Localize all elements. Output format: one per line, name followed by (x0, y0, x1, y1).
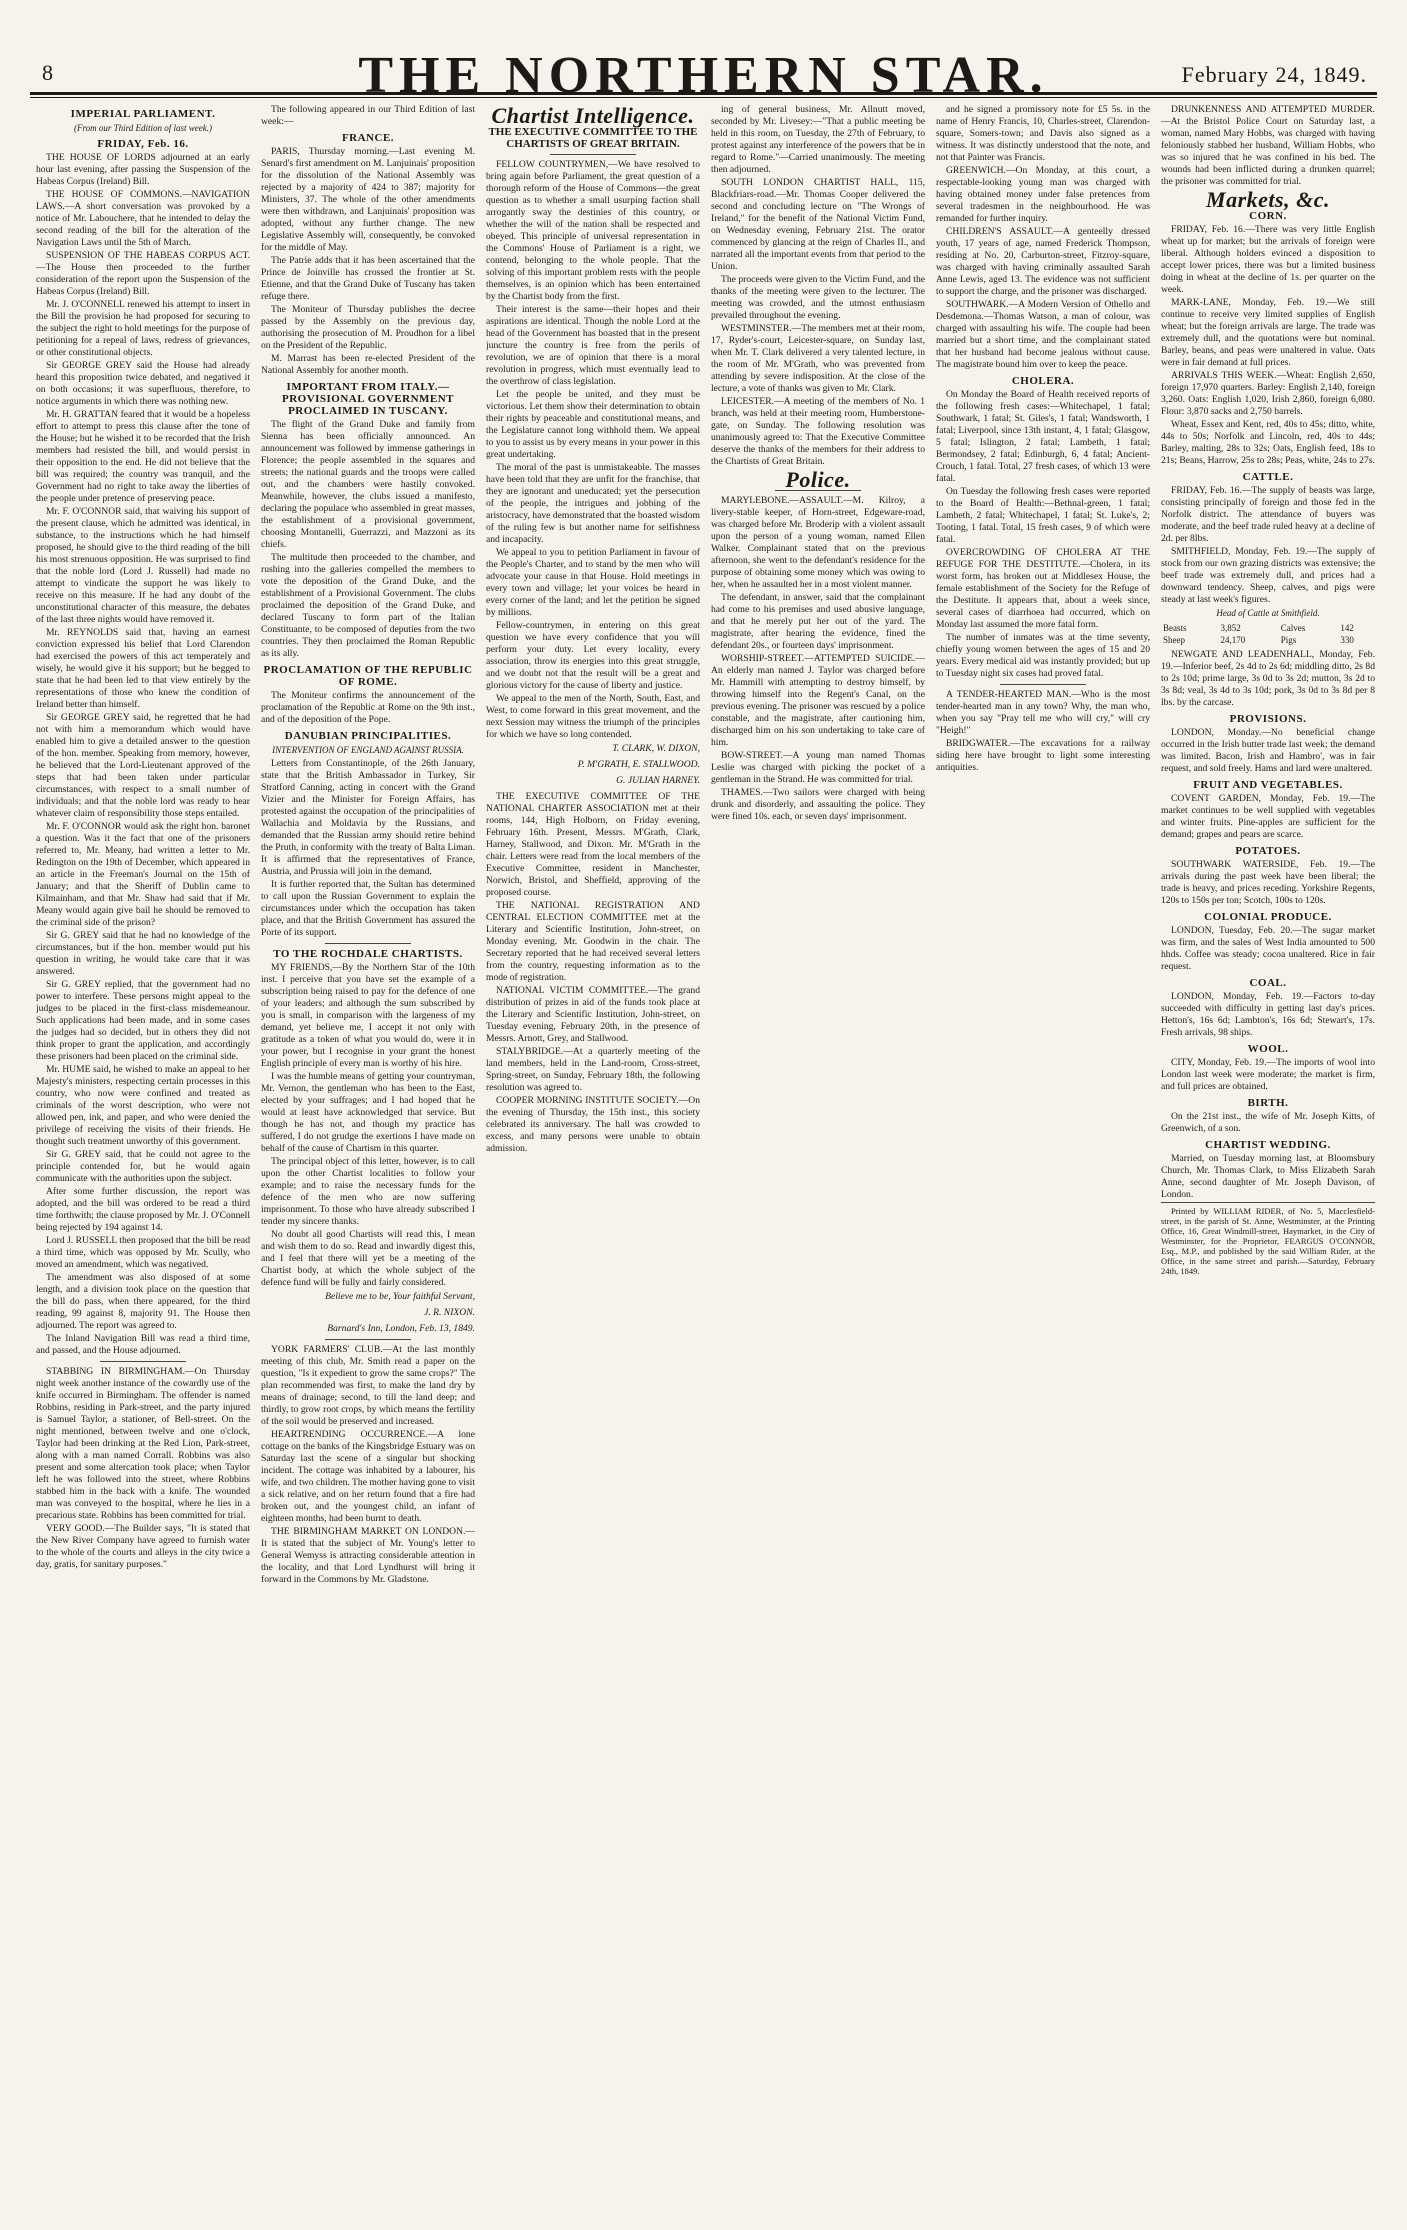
cattle-count-table (1161, 622, 1375, 646)
paragraph: ing of general business, Mr. Allnutt moved, seconded by Mr. Livesey:—"That a public meeting be held in this room, on Tuesday, the 27th of February, to protest against any interference of the powers that be in regard to Rome."—Carried unanimously. The meeting then adjourned. (711, 104, 925, 175)
paragraph: FRIDAY, Feb. 16.—There was very little English wheat up for market; but the arrivals of foreign were liberal. Although holders evinced a disposition to accept lower prices, there was but a limited business doing in wheat at the decline of 1s. per quarter on the week. (1161, 224, 1375, 295)
section-subheading: INTERVENTION OF ENGLAND AGAINST RUSSIA. (272, 745, 464, 755)
divider (325, 943, 411, 944)
columns (36, 104, 1375, 2184)
paragraph: On Tuesday the following fresh cases were reported to the Board of Health:—Bethnal-green, 1 fatal; Lambeth, 2 fatal; Whitechapel, 1 fatal; St. Luke's, 2; Tooting, 1 fatal. Total, 15 fresh cases, 9 of which were fatal. (936, 486, 1150, 545)
paragraph: YORK FARMERS' CLUB.—At the last monthly meeting of this club, Mr. Smith read a paper on the question, "Is it expedient to grow the same crops?" The plan recommended was first, to make the land dry by means of drainage; second, to till the land deep; and thirdly, to grow root crops, by which means the fertility of the soil would be preserved and increased. (261, 1344, 475, 1427)
paragraph: WESTMINSTER.—The members met at their room, 17, Ryder's-court, Leicester-square, on Sunday last, when Mr. T. Clark delivered a very talented lecture, in the room of Mr. M'Grath, who was prevented from attending by severe indisposition. At the close of the lecture, a vote of thanks was given to Mr. Clark. (711, 323, 925, 394)
column-4 (711, 104, 925, 2184)
paragraph: Mr. H. GRATTAN feared that it would be a hopeless effort to attempt to press this clause after the tone of the House; but he wished it to be recorded that the Irish members had resisted the bill, and would persist in their opposition to the end. He did not believe that the bill was required; the country was tranquil, and the Government had no right to take away the liberties of the people under pretence of preserving peace. (36, 409, 250, 504)
paragraph: NEWGATE AND LEADENHALL, Monday, Feb. 19.—Inferior beef, 2s 4d to 2s 6d; middling ditto, 2s 8d to 2s 10d; prime large, 3s 0d to 3s 2d; mutton, 3s 2d to 3s 8d; veal, 3s 4d to 3s 10d; pork, 3s 0d to 3s 8d per 8 lbs. by the carcase. (1161, 649, 1375, 708)
paragraph: THE HOUSE OF COMMONS.—NAVIGATION LAWS.—A short conversation was provoked by a notice of Mr. Labouchere, that he intended to delay the second reading of the bill for the alteration of the Navigation Laws until the 5th of March. (36, 189, 250, 248)
column-5 (936, 104, 1150, 2184)
paragraph: HEARTRENDING OCCURRENCE.—A lone cottage on the banks of the Kingsbridge Estuary was on Saturday last the scene of a singular but shocking incident. The cottage was inhabited by a labourer, his wife, and two children. The mother having gone to visit a sick relative, and on her return found that a fire had broken out, and the youngest child, an infant of eighteen months, had been burnt to death. (261, 1429, 475, 1524)
paragraph: Sir G. GREY said that he had no knowledge of the circumstances, but if the hon. member would put his question in writing, he would take care that it was answered. (36, 930, 250, 977)
table-cell: 142 (1340, 623, 1354, 633)
paragraph: Sir G. GREY said, that he could not agree to the principle contended for, but he would again communicate with the authorities upon the subject. (36, 1149, 250, 1184)
paragraph: WORSHIP-STREET.—ATTEMPTED SUICIDE.—An elderly man named J. Taylor was charged before Mr. Hammill with attempting to destroy himself, by throwing himself into the Regent's Canal, on the previous evening. The prisoner was rescued by a police constable, and the magistrate, after cautioning him, discharged him on his son undertaking to take care of him. (711, 653, 925, 748)
paragraph: We appeal to you to petition Parliament in favour of the People's Charter, and to stand by the men who will advocate your cause in that House. Hold meetings in every town and village; let your voices be heard in every corner of the land; and let the petition be signed by millions. (486, 547, 700, 618)
table-row (1161, 634, 1375, 646)
paragraph: NATIONAL VICTIM COMMITTEE.—The grand distribution of prizes in aid of the funds took place at the Literary and Scientific Institution, John-street, on Tuesday evening, February 20th, in the presence of Messrs. Arnott, Grey, and Stallwood. (486, 985, 700, 1044)
paragraph: The amendment was also disposed of at some length, and a division took place on the question that the bill do pass, when there appeared, for the third reading, 99 against 8, majority 91. The House then adjourned. The report was agreed to. (36, 1272, 250, 1331)
table-cell: Sheep (1163, 635, 1185, 645)
paragraph: Lord J. RUSSELL then proposed that the bill be read a third time, which was opposed by Mr. Scully, who moved an amendment, which was negatived. (36, 1235, 250, 1270)
paragraph: and he signed a promissory note for £5 5s. in the name of Henry Francis, 10, Charles-street, Clarendon-square, Somers-town; and Davis also signed as a witness. It was distinctly understood that the note, and not that Painter was Francis. (936, 104, 1150, 163)
paragraph: The defendant, in answer, said that the complainant had come to his premises and used abusive language, and that he merely put her out of the yard. The magistrate, after hearing the evidence, fined the defendant 20s., or fourteen days' imprisonment. (711, 592, 925, 651)
paragraph: SOUTH LONDON CHARTIST HALL, 115, Blackfriars-road.—Mr. Thomas Cooper delivered the second and concluding lecture on "The Wrongs of Ireland," for the benefit of the National Victim Fund, on Wednesday evening, February 21st. The orator commenced by glancing at the reign of Charles II., and narrated all the important events from that period to the Union. (711, 177, 925, 272)
divider (325, 1339, 411, 1340)
paragraph: The Inland Navigation Bill was read a third time, and passed, and the House adjourned. (36, 1333, 250, 1356)
paragraph: A TENDER-HEARTED MAN.—Who is the most tender-hearted man in any town? Why, the man who, when you say "Pray tell me who will cry," will cry "Heigh!" (936, 689, 1150, 736)
masthead (30, 28, 1377, 104)
column-1 (36, 104, 250, 2184)
section-subtitle: (From our Third Edition of last week.) (73, 123, 213, 133)
paragraph: Let the people be united, and they must be victorious. Let them show their determination to obtain their rights by peaceable and constitutional means, and the Legislature cannot long withhold them. We appeal to you to assist us by every means in your power in this great undertaking. (486, 389, 700, 460)
paragraph: Letters from Constantinople, of the 26th January, state that the British Ambassador in Turkey, Sir Stratford Canning, acting in concert with the Grand Vizier and the Minister for Foreign Affairs, has protested against the occupation of the principalities of Wallachia and Moldavia by the Russians, and demanded that the Russian army should retire behind the Pruth, in conformity with the treaty of Balta Liman. It is affirmed that the representatives of France, Austria, and Prussia will join in the demand. (261, 758, 475, 877)
signature-place: Barnard's Inn, London, Feb. 13, 1849. (327, 1323, 475, 1334)
paragraph: Sir GEORGE GREY said the House had already heard this proposition twice debated, and negatived it on both occasions; it was superfluous, therefore, to notice arguments in which there was nothing new. (36, 360, 250, 407)
paragraph: The number of inmates was at the time seventy, chiefly young women between the ages of 15 and 20 years. Every medical aid was instantly provided; but up to Tuesday night six cases had proved fatal. (936, 632, 1150, 679)
section-heading: TO THE ROCHDALE CHARTISTS. (273, 948, 463, 960)
paragraph: LEICESTER.—A meeting of the members of No. 1 branch, was held at their meeting room, Humberstone-gate, on Sunday. The following resolution was unanimously agreed to: That the Executive Committee deserve the thanks of the members for their address to the Chartists of Great Britain. (711, 396, 925, 467)
section-heading: PROCLAMATION OF THE REPUBLIC OF ROME. (263, 664, 473, 688)
paragraph: MARK-LANE, Monday, Feb. 19.—We still continue to receive very limited supplies of English wheat; but the foreign arrivals are large. The trade was extremely dull, and the quotations were but nominal. Barley, beans, and peas were unaltered in value. Oats were in fair demand at full prices. (1161, 297, 1375, 368)
section-heading: WOOL. (1247, 1043, 1289, 1055)
paragraph: GREENWICH.—On Monday, at this court, a respectable-looking young man was charged with having obtained money under false pretences from several tradesmen in the neighbourhood. He was remanded for further inquiry. (936, 165, 1150, 224)
paragraph: On the 21st inst., the wife of Mr. Joseph Kitts, of Greenwich, of a son. (1161, 1111, 1375, 1134)
paragraph: ARRIVALS THIS WEEK.—Wheat: English 2,650, foreign 17,970 quarters. Barley: English 2,140, foreign 3,260. Oats: English 1,020, Irish 2,860, foreign 6,080. Flour: 3,870 sacks and 2,750 barrels. (1161, 370, 1375, 417)
paragraph: THAMES.—Two sailors were charged with being drunk and disorderly, and assaulting the police. They were fined 10s. each, or seven days' imprisonment. (711, 787, 925, 822)
signature-name: J. R. NIXON. (424, 1307, 475, 1318)
signoff: Believe me to be, Your faithful Servant, (325, 1291, 475, 1302)
paragraph: CHILDREN'S ASSAULT.—A genteelly dressed youth, 17 years of age, named Frederick Thompson, residing at No. 20, Carburton-street, Fitzroy-square, was charged with having criminally assaulted Sarah Anne Lewis, aged 13. The evidence was not sufficient to support the charge, and the prisoner was discharged. (936, 226, 1150, 297)
printer-imprint: Printed by WILLIAM RIDER, of No. 5, Macclesfield-street, in the parish of St. Anne, Westminster, at the Printing Office, 16, Great Windmill-street, Haymarket, in the City of Westminster, for the Proprietor, FEARGUS O'CONNOR, Esq., M.P., and published by the said William Rider, at the Office, in the same street and parish.—Saturday, February 24th, 1849. (1161, 1202, 1375, 1276)
paragraph: The proceeds were given to the Victim Fund, and the thanks of the meeting were given to the lecturer. The meeting was crowded, and the utmost enthusiasm prevailed throughout the evening. (711, 274, 925, 321)
paragraph: On Monday the Board of Health received reports of the following fresh cases:—Whitechapel, 1 fatal; Southwark, 1 fatal; St. Giles's, 1 fatal; Wandsworth, 1 fatal; Liverpool, since 13th instant, 4, 1 fatal; Glasgow, 5 fatal; Islington, 2 fatal; Lambeth, 1 fatal; Bermondsey, 2 fatal; Edinburgh, 6, 4 fatal; Ancient-Crouch, 1 fatal. Total, 27 fresh cases, of which 13 were fatal. (936, 389, 1150, 484)
paragraph: Mr. J. O'CONNELL renewed his attempt to insert in the Bill the provision he had proposed for securing to the subject the right to hold meetings for the purpose of petitioning for a repeal of laws, redress of grievances, or other constitutional objects. (36, 299, 250, 358)
paragraph: FRIDAY, Feb. 16.—The supply of beasts was large, consisting principally of foreign and those fed in the Norfolk district. The attendance of buyers was moderate, and the beef trade ruled heavy at a decline of 2d. per 8lbs. (1161, 485, 1375, 544)
paragraph: FELLOW COUNTRYMEN,—We have resolved to bring again before Parliament, the great question of a thorough reform of the House of Commons—the great question as to whether a small usurping faction shall arrogantly sway the destinies of this country, or whether the will of the nation shall be respected and obeyed. This principle of universal representation in the Commons' House of Parliament is a right, we contend, belonging to the whole people. That the solving of this important problem rests with the people themselves, is an opinion which has been entertained by the Chartist body from the first. (486, 159, 700, 302)
paragraph: BRIDGWATER.—The excavations for a railway siding here have brought to light some interesting antiquities. (936, 738, 1150, 773)
paragraph: STALYBRIDGE.—At a quarterly meeting of the land members, held in the Land-room, Cross-street, Spring-street, on Sunday, February 18th, the following resolution was agreed to. (486, 1046, 700, 1093)
chartist-intelligence-heading: Chartist Intelligence. (491, 104, 695, 128)
section-heading: FRUIT AND VEGETABLES. (1193, 779, 1343, 791)
date-line: FRIDAY, Feb. 16. (97, 138, 189, 150)
table-cell: Beasts (1163, 623, 1187, 633)
paragraph: We appeal to the men of the North, South, East, and West, to come forward in this great movement, and the next Session may witness the triumph of the principles for which we have so long contended. (486, 693, 700, 740)
paragraph: Mr. F. O'CONNOR would ask the right hon. baronet a question. Was it the fact that one of the prisoners referred to, Mr. Meany, had written a letter to Mr. Redington on the 19th of December, which appeared in an article in the Freeman's Journal on the 15th of January; and that the Sheriff of Dublin came to Kilmainham, and that Mr. Shaw had said that if Mr. Meany would again give bail he should be removed to the criminal side of the prison? (36, 821, 250, 928)
section-heading: CHARTIST WEDDING. (1205, 1139, 1331, 1151)
table-cell: Calves (1280, 623, 1306, 633)
paragraph: Wheat, Essex and Kent, red, 40s to 45s; ditto, white, 44s to 50s; Norfolk and Lincoln, red, 40s to 44s; Barley, malting, 28s to 32s; Oats, English feed, 18s to 21s; Beans, Harrow, 25s to 28s; Peas, white, 24s to 27s. (1161, 419, 1375, 466)
paragraph: Sir GEORGE GREY said, he regretted that he had not with him a memorandum which would have enabled him to give a detailed answer to the question of the hon. member. Speaking from memory, however, he believed that the Lord-Lieutenant approved of the steps that had been taken under particular circumstances, with respect to a small number of individuals; and that the noble lord was ready to hear whatever claim of responsibility those steps entailed. (36, 712, 250, 819)
paragraph: Mr. REYNOLDS said that, having an earnest conviction expressed his belief that Lord Clarendon had exercised the powers of this act temperately and wisely, he would give it his support; but he begged to state that he had been led to that view entirely by the representations of those who knew the condition of Ireland better than himself. (36, 627, 250, 710)
table-cell: 24,170 (1220, 635, 1246, 645)
table-cell: 3,852 (1220, 623, 1241, 633)
paragraph: STABBING IN BIRMINGHAM.—On Thursday night week another instance of the cowardly use of the knife occurred in Birmingham. The offender is named Robbins, residing in Park-street, and the party injured is Samuel Taylor, a stationer, of Bell-street. On the night mentioned, between twelve and one o'clock, Taylor had been drinking at the Red Lion, Park-street, along with a man named Corrall. Robbins was also present and some altercation took place; when Taylor left he was followed into the street, where Robbins stabbed him in the back with a knife. The wounded man was conveyed to the hospital, where he lies in a precarious state. Robbins has been committed for trial. (36, 1366, 250, 1521)
table-cell: 330 (1340, 635, 1354, 645)
signatories: G. JULIAN HARNEY. (616, 775, 700, 786)
paragraph: MARYLEBONE.—ASSAULT.—M. Kilroy, a livery-stable keeper, of Horn-street, Edgeware-road, was charged before Mr. Broderip with a violent assault upon the person of a young woman, named Ellen Walker. Complainant stated that on the previous afternoon, she went to the defendant's residence for the purpose of obtaining some money which was owing to her, when he assaulted her in a most violent manner. (711, 495, 925, 590)
paragraph: The flight of the Grand Duke and family from Sienna has been officially announced. An announcement was followed by immense gatherings in Florence; the people assembled in the squares and streets; the national guards and the troops were called out, and the chambers were hastily convoked. Meanwhile, however, the clubs issued a manifesto, declaring the populace who assembled in great masses, the establishment of a provisional government, choosing Montanelli, Guerrazzi, and Mazzoni as its chiefs. (261, 419, 475, 550)
paragraph: LONDON, Monday, Feb. 19.—Factors to-day succeeded with difficulty in getting last day's prices. Hetton's, 16s 6d; Lambton's, 16s 6d; Stewart's, 17s. Fresh arrivals, 98 ships. (1161, 991, 1375, 1038)
paragraph: Fellow-countrymen, in entering on this great question we have every confidence that you will perform your duty. Let every locality, every association, throw its energies into this great struggle, and we doubt not that the result will be a great and glorious victory for the cause of liberty and justice. (486, 620, 700, 691)
paragraph: M. Marrast has been re-elected President of the National Assembly for another month. (261, 353, 475, 376)
paragraph: THE HOUSE OF LORDS adjourned at an early hour last evening, after passing the Suspension of the Habeas Corpus (Ireland) Bill. (36, 152, 250, 187)
divider (100, 1361, 186, 1362)
paragraph: The Moniteur of Thursday publishes the decree passed by the Assembly on the previous day, authorising the prosecution of M. Proudhon for a libel on the President of the Republic. (261, 304, 475, 351)
paragraph: VERY GOOD.—The Builder says, "It is stated that the New River Company have agreed to furnish water to the whole of the courts and alleys in the city twice a day, gratis, for sanitary purposes." (36, 1523, 250, 1570)
paragraph: BOW-STREET.—A young man named Thomas Leslie was charged with picking the pocket of a gentleman in the Strand. He was committed for trial. (711, 750, 925, 785)
paragraph: COOPER MORNING INSTITUTE SOCIETY.—On the evening of Thursday, the 15th inst., this society celebrated its anniversary. The hall was crowded to excess, and many persons were unable to obtain admission. (486, 1095, 700, 1154)
paragraph: Their interest is the same—their hopes and their aspirations are identical. Though the noble Lord at the head of the Government has boasted that in the present juncture the country is free from the perils of revolution, we are of opinion that there is a moral revolution in progress, which must eventually lead to the overthrow of class legislation. (486, 304, 700, 387)
masthead-rule-thin (30, 97, 1377, 98)
paragraph: LONDON, Tuesday, Feb. 20.—The sugar market was firm, and the sales of West India amounted to 500 hhds. Coffee was steady; cocoa unaltered. Rice in fair request. (1161, 925, 1375, 972)
section-heading: DANUBIAN PRINCIPALITIES. (284, 730, 452, 742)
table-row (1161, 622, 1375, 634)
newspaper-title: THE NORTHERN STAR. (358, 47, 1049, 104)
paragraph: After some further discussion, the report was adopted, and the bill was ordered to be read a third time forthwith; the clause proposed by Mr. J. O'Connell being rejected by 194 against 14. (36, 1186, 250, 1233)
paragraph: THE BIRMINGHAM MARKET ON LONDON.—It is stated that the subject of Mr. Young's letter to General Wemyss is attracting considerable attention in the locality, and that Lord Lyndhurst will bring it forward in the Commons by Mr. Gladstone. (261, 1526, 475, 1585)
paragraph: LONDON, Monday.—No beneficial change occurred in the Irish butter trade last week; the demand was limited. Bacon, Irish and Hambro', was in fair request, and sold freely. Hams and lard were unaltered. (1161, 727, 1375, 774)
paragraph: The Moniteur confirms the announcement of the proclamation of the Republic at Rome on the 9th inst., and of the deposition of the Pope. (261, 690, 475, 725)
paragraph: Mr. HUME said, he wished to make an appeal to her Majesty's ministers, respecting certain processes in this country, who now were confined and treated as criminals of the worst description, who were not allowed pen, ink, and paper, and who were denied the privilege of receiving the visits of their friends. He thought such treatment unworthy of this government. (36, 1064, 250, 1147)
paragraph: SOUTHWARK.—A Modern Version of Othello and Desdemona.—Thomas Watson, a man of colour, was charged with assaulting his wife. The couple had been married but a short time, and the complainant stated that her husband had become jealous without cause. The magistrate bound him over to keep the peace. (936, 299, 1150, 370)
paragraph: The multitude then proceeded to the chamber, and rushing into the galleries compelled the members to vote the deposition of the Grand Duke, and the establishment of a Provisional Government. The clubs proclaimed the deposition of the Grand Duke, and declared Tuscany to form part of the Italian Constituante, to be composed of deputies from the two countries. They then proclaimed the Roman Republic as its ally. (261, 552, 475, 659)
column-6 (1161, 104, 1375, 2184)
issue-date: February 24, 1849. (1181, 62, 1367, 87)
divider (550, 154, 636, 155)
signatories: T. CLARK, W. DIXON, (612, 743, 700, 754)
paragraph: I was the humble means of getting your countryman, Mr. Vernon, the gentleman who has been to the East, elected by your suffrages; and I had hoped that he would at least have acknowledged that service. But though he has not, and though my practice has suffered, I do not grudge the exertions I have made on behalf of the cause of Chartism in this quarter. (261, 1071, 475, 1154)
section-heading: FRANCE. (341, 132, 395, 144)
section-heading: IMPORTANT FROM ITALY.—PROVISIONAL GOVERNMENT PROCLAIMED IN TUSCANY. (281, 381, 455, 417)
paragraph: MY FRIENDS,—By the Northern Star of the 10th inst. I perceive that you have set the example of a subscription being raised to pay for the defence of one of your leaders; and although the sum subscribed by you is small, in comparison with the largeness of my demand, yet believe me, I accept it not only with gratitude as a token of what you would do, were it in your power, but I recognise in your grant the honest English principle of every man is worthy of his hire. (261, 962, 475, 1069)
paragraph: SOUTHWARK WATERSIDE, Feb. 19.—The arrivals during the past week have been liberal; the trade is heavy, and prices receding. Yorkshire Regents, 120s to 150s per ton; Scotch, 100s to 120s. (1161, 859, 1375, 906)
paragraph: SUSPENSION OF THE HABEAS CORPUS ACT.—The House then proceeded to the further consideration of the report upon the Suspension of the Habeas Corpus (Ireland) Bill. (36, 250, 250, 297)
paragraph: SMITHFIELD, Monday, Feb. 19.—The supply of stock from our own grazing districts was extensive; the beef trade was extremely dull, and prices had a downward tendency. Sheep, calves, and pigs were steady at last week's figures. (1161, 546, 1375, 605)
paragraph: DRUNKENNESS AND ATTEMPTED MURDER.—At the Bristol Police Court on Saturday last, a woman, named Mary Hobbs, was charged with having feloniously stabbed her husband, William Hobbs, who was so injured that he was confined in his bed. The wounds had been inflicted during a drunken quarrel; the prisoner was committed for trial. (1161, 104, 1375, 187)
masthead-rule (30, 92, 1377, 95)
paragraph: The moral of the past is unmistakeable. The masses have been told that they are unfit for the franchise, that they are ignorant and uneducated; yet the persecution of the people, the intrigues and jobbing of the aristocracy, have demonstrated that the boasted wisdom of the ruling few is but another name for selfishness and incapacity. (486, 462, 700, 545)
paragraph: Sir G. GREY replied, that the government had no power to interfere. These persons might appeal to the judges to be placed in the first-class misdemeanour. Such applications had been made, and in some cases the judges had so decided, but in others they did not think proper to grant the application, and accordingly these prisoners had been placed on the criminal side. (36, 979, 250, 1062)
police-heading: Police. (785, 467, 851, 492)
paragraph: THE EXECUTIVE COMMITTEE OF THE NATIONAL CHARTER ASSOCIATION met at their rooms, 144, High Holborn, on Friday evening, February 16th. Present, Messrs. M'Grath, Clark, Harney, Stallwood, and Dixon. Mr. M'Grath in the chair. Letters were read from the local members of the Executive Committee, resident in Manchester, Norwich, Bristol, and Sheffield, approving of the proposed course. (486, 791, 700, 898)
table-caption: Head of Cattle at Smithfield. (1216, 608, 1320, 618)
section-heading: BIRTH. (1247, 1097, 1289, 1109)
paragraph: Mr. F. O'CONNOR said, that waiving his support of the present clause, which he admitted was identical, in substance, to the instructions which he had himself proposed, he should give to the third reading of the bill his most strenuous opposition. He was surprised to find that the noble lord (Lord J. Russell) had made no attempt to vindicate the support he was likely to receive on this measure. If he had any doubt of the unconstitutional character of this measure, the debates of the last three nights would have removed it. (36, 506, 250, 625)
paragraph: PARIS, Thursday morning.—Last evening M. Senard's first amendment on M. Lanjuinais' proposition for the dissolution of the National Assembly was rejected by a majority of 424 to 387; majority for Ministers, 37. The whole of the other amendments were then withdrawn, and Lanjuinais' proposition was adopted, without any further change. The new Legislative Assembly will, consequently, be convoked for the middle of May. (261, 146, 475, 253)
divider (1000, 684, 1086, 685)
paragraph: CITY, Monday, Feb. 19.—The imports of wool into London last week were moderate; the market is firm, and full prices are obtained. (1161, 1057, 1375, 1092)
paragraph: OVERCROWDING OF CHOLERA AT THE REFUGE FOR THE DESTITUTE.—Cholera, in its worst form, has broken out at Middlesex House, the female establishment of the Society for the Refuge of the Destitute. It appears that, about a week since, several cases of diarrhoea had occurred, which on Monday last assumed the more fatal form. (936, 547, 1150, 630)
section-heading: CORN. (1249, 210, 1287, 222)
section-heading: THE EXECUTIVE COMMITTEE TO THE CHARTISTS OF GREAT BRITAIN. (488, 126, 698, 150)
paragraph: COVENT GARDEN, Monday, Feb. 19.—The market continues to be well supplied with vegetables and winter fruits. Pine-apples are sufficient for the demand; grapes and pears are scarce. (1161, 793, 1375, 840)
signatories: P. M'GRATH, E. STALLWOOD. (577, 759, 700, 770)
paragraph: It is further reported that, the Sultan has determined to call upon the Russian Government to explain the circumstances under which the occupation has taken place, and that the British Government has assured the Porte of its support. (261, 879, 475, 938)
section-heading: POTATOES. (1235, 845, 1301, 857)
markets-heading: Markets, &c. (1206, 187, 1330, 212)
section-heading: CHOLERA. (1011, 375, 1075, 387)
section-heading: CATTLE. (1242, 471, 1294, 483)
page-number: 8 (42, 60, 53, 85)
table-cell: Pigs (1280, 635, 1297, 645)
column-2 (261, 104, 475, 2184)
paragraph: The principal object of this letter, however, is to call upon the other Chartist localities to follow your example; and to raise the necessary funds for the defence of the men who are now suffering imprisonment. To those who have already subscribed I tender my sincere thanks. (261, 1156, 475, 1227)
paragraph: Married, on Tuesday morning last, at Bloomsbury Church, Mr. Thomas Clark, to Miss Elizabeth Sarah Anne, second daughter of Mr. Joseph Davison, of London. (1161, 1153, 1375, 1200)
paragraph: No doubt all good Chartists will read this, I mean and wish them to do so. Read and inwardly digest this, and I feel that there will yet be a meeting of the Chartist body, at which the whole subject of the defence fund will be fully and fairly considered. (261, 1229, 475, 1288)
column-3 (486, 104, 700, 2184)
paragraph: THE NATIONAL REGISTRATION AND CENTRAL ELECTION COMMITTEE met at the Literary and Scientific Institution, John-street, on Monday evening. Mr. Goodwin in the chair. The Secretary reported that he had received several letters from the country, requesting information as to the mode of registration. (486, 900, 700, 983)
paragraph: The following appeared in our Third Edition of last week:— (261, 104, 475, 127)
section-heading: COAL. (1249, 977, 1287, 989)
section-heading: COLONIAL PRODUCE. (1204, 911, 1332, 923)
section-heading: PROVISIONS. (1229, 713, 1307, 725)
paragraph: The Patrie adds that it has been ascertained that the Prince de Joinville has crossed the frontier at St. Etienne, and that the Grand Duke of Tuscany has taken refuge there. (261, 255, 475, 302)
section-title: IMPERIAL PARLIAMENT. (70, 108, 216, 120)
